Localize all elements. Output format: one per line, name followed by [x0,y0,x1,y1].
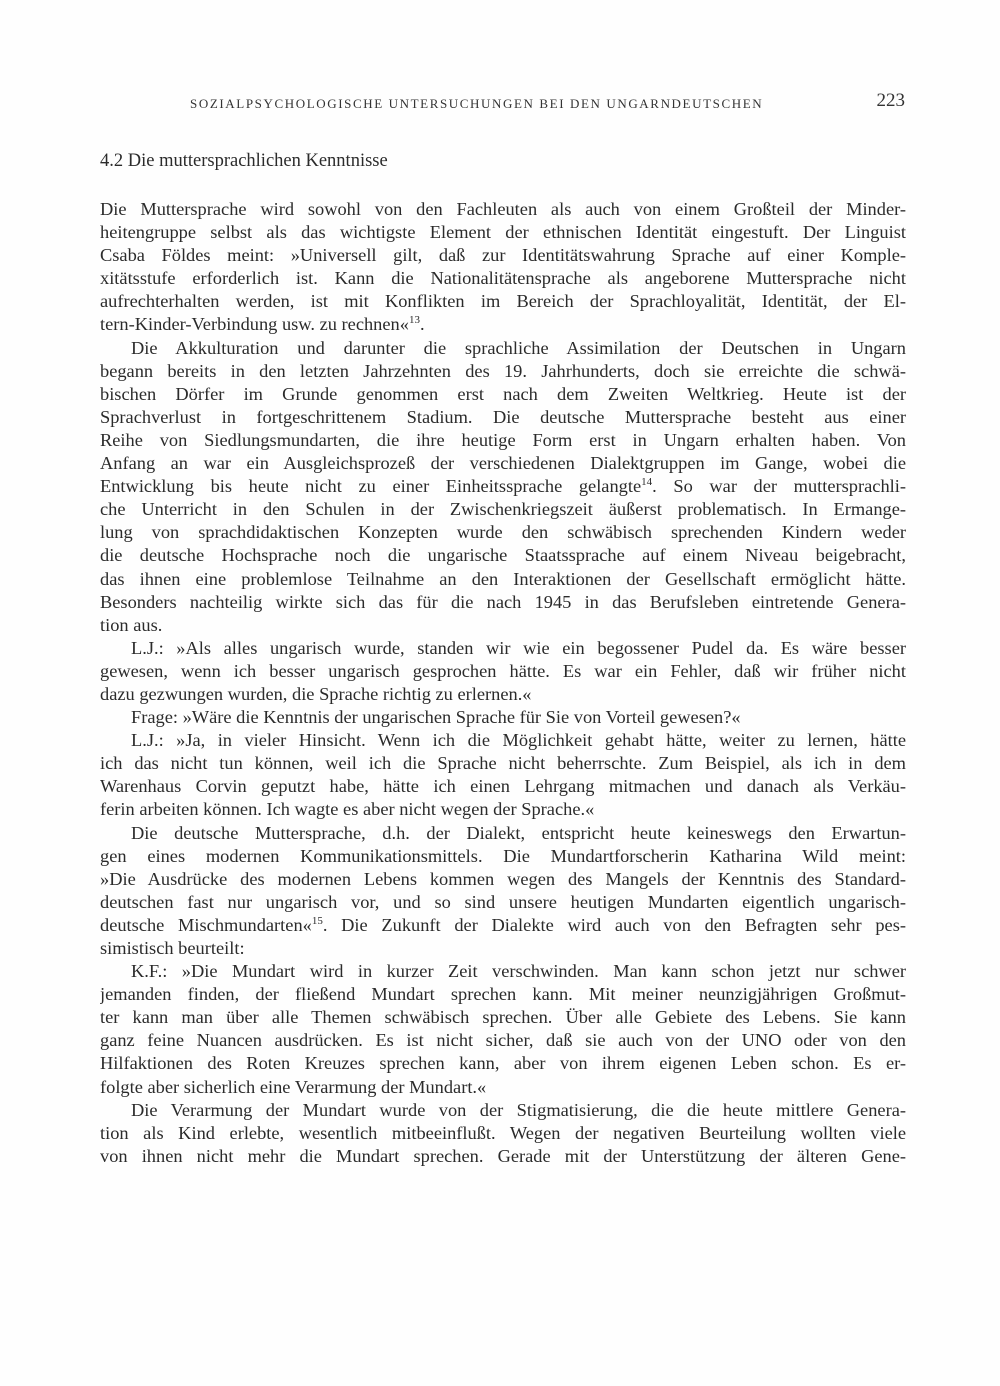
text-line [100,822,906,845]
text-line [100,521,906,544]
text-line-content: ich das nicht tun können, weil ich die Sprache nicht beherrschte. Zum Beispiel, als ich in dem [100,753,906,774]
text-line [100,845,906,868]
text-line [100,360,906,383]
text-line-content: jemanden finden, der fließend Mundart sprechen kann. Mit meiner neunzigjährigen Großmut- [100,984,906,1005]
text-line [100,983,906,1006]
text-line-content: Die Verarmung der Mundart wurde von der Stigmatisierung, die die heute mittlere Genera- [131,1099,906,1120]
running-head: SOZIALPSYCHOLOGISCHE UNTERSUCHUNGEN BEI DEN UNGARNDEUTSCHEN [190,96,764,111]
footnote-marker: 15 [311,914,323,927]
text-line [100,568,906,591]
text-line-content: Csaba Földes meint: »Universell gilt, daß zur Identitätswahrung Sprache auf einer Komple- [100,245,906,266]
text-line-content: gen eines modernen Kommunikationsmittels. Die Mundartforscherin Katharina Wild meint: [100,845,906,866]
body-text [100,198,906,1168]
text-line [100,267,906,290]
text-line-content: xitätsstufe erforderlich ist. Kann die Nationalitätensprache als angeborene Muttersprache nicht [100,268,906,289]
text-line [100,1076,906,1099]
text-line [100,383,906,406]
text-line [100,868,906,891]
text-line [100,798,906,821]
text-line-content: lung von sprachdidaktischen Konzepten wurde den schwäbisch sprechenden Kindern weder [100,522,906,543]
text-line [100,591,906,614]
text-line-content: Die Akkulturation und darunter die sprachliche Assimilation der Deutschen in Ungarn [131,337,906,358]
text-line [100,475,906,498]
text-line-continuation: . Die Zukunft der Dialekte wird auch von den Befragten sehr pes- [322,914,906,935]
text-line-content: Frage: »Wäre die Kenntnis der ungarischen Sprache für Sie von Vorteil gewesen?« [131,707,741,728]
text-line-content: simistisch beurteilt: [100,938,245,958]
text-line-continuation: . So war der muttersprachli- [652,476,906,497]
text-line [100,1006,906,1029]
text-line-content: ter kann man über alle Themen schwäbisch sprechen. Über alle Gebiete des Lebens. Sie kann [100,1007,906,1028]
text-line-content: heitengruppe selbst als das wichtigste Element der ethnischen Identität eingestuft. Der Linguist [100,222,906,243]
text-line-content: Die deutsche Muttersprache, d.h. der Dialekt, entspricht heute keineswegs den Erwartun- [131,822,906,843]
text-line [100,614,906,637]
text-line [100,960,906,983]
text-line [100,498,906,521]
text-line [100,914,906,937]
text-line [100,706,906,729]
text-line [100,1029,906,1052]
text-line-content: Reihe von Siedlungsmundarten, die ihre heutige Form erst in Ungarn erhalten haben. Von [100,429,906,450]
text-line [100,1052,906,1075]
text-line [100,244,906,267]
text-line-content: Besonders nachteilig wirkte sich das für die nach 1945 in das Berufsleben eintretende Genera- [100,591,906,612]
text-line-content: gewesen, wenn ich besser ungarisch gesprochen hätte. Es war ein Fehler, daß wir früher nicht [100,660,906,681]
text-line-content: das ihnen eine problemlose Teilnahme an den Interaktionen der Gesellschaft ermöglicht hätte. [100,568,906,589]
footnote-marker: 13 [408,314,420,327]
text-line-content: tern-Kinder-Verbindung usw. zu rechnen« [100,314,409,335]
text-line-content: che Unterricht in den Schulen in der Zwischenkriegszeit äußerst problematisch. In Ermange- [100,499,906,520]
text-line-content: deutsche Mischmundarten« [100,914,312,935]
text-line [100,429,906,452]
text-line-continuation: . [419,314,425,335]
text-line-content: begann bereits in den letzten Jahrzehnten des 19. Jahrhunderts, doch sie erreichte die schwä- [100,360,906,381]
text-line [100,452,906,475]
text-line [100,290,906,313]
text-line-content: tion aus. [100,614,163,635]
text-line [100,1145,906,1168]
text-line-content: von ihnen nicht mehr die Mundart sprechen. Gerade mit der Unterstützung der älteren Gene- [100,1145,906,1166]
text-line [100,1122,906,1145]
text-line [100,406,906,429]
text-line-content: K.F.: »Die Mundart wird in kurzer Zeit verschwinden. Man kann schon jetzt nur schwer [131,961,906,982]
footnote-marker: 14 [641,476,653,489]
text-line-content: dazu gezwungen wurden, die Sprache richtig zu erlernen.« [100,683,532,704]
text-line [100,637,906,660]
text-line [100,775,906,798]
text-line-content: deutschen fast nur ungarisch vor, und so sind unsere heutigen Mundarten eigentlich ungarisch- [100,891,906,912]
text-line [100,313,906,336]
text-line-content: bischen Dörfer im Grunde genommen erst nach dem Zweiten Weltkrieg. Heute ist der [100,383,906,404]
section-heading: 4.2 Die muttersprachlichen Kenntnisse [100,151,388,171]
text-line [100,544,906,567]
text-line-content: L.J.: »Als alles ungarisch wurde, standen wir wie ein begossener Pudel da. Es wäre besser [131,637,906,658]
text-line [100,937,906,960]
text-line-content: die deutsche Hochsprache noch die ungarische Staatssprache auf einem Niveau beigebracht, [100,545,906,566]
text-line-content: Entwicklung bis heute nicht zu einer Einheitssprache gelangte [100,476,642,497]
text-line [100,729,906,752]
text-line-content: Hilfaktionen des Roten Kreuzes sprechen kann, aber von ihrem eigenen Leben schon. Es er- [100,1053,906,1074]
text-line [100,1099,906,1122]
text-line-content: ganz feine Nuancen ausdrücken. Es ist nicht sicher, daß sie auch von der UNO oder von den [100,1030,906,1051]
text-line [100,198,906,221]
text-line-content: folgte aber sicherlich eine Verarmung der Mundart.« [100,1076,487,1097]
text-line-content: Warenhaus Corvin geputzt habe, hätte ich einen Lehrgang mitmachen und danach als Verkäu- [100,776,906,797]
page-number: 223 [876,90,905,111]
text-line [100,337,906,360]
text-line-content: ferin arbeiten können. Ich wagte es aber nicht wegen der Sprache.« [100,799,595,820]
text-line-content: Anfang an war ein Ausgleichsprozeß der verschiedenen Dialektgruppen im Gange, wobei die [100,453,906,474]
text-line-content: L.J.: »Ja, in vieler Hinsicht. Wenn ich die Möglichkeit gehabt hätte, weiter zu lernen, hätte [131,730,906,751]
text-line-content: Sprachverlust in fortgeschrittenem Stadium. Die deutsche Muttersprache besteht aus einer [100,406,906,427]
text-line [100,221,906,244]
text-line [100,683,906,706]
text-line-content: »Die Ausdrücke des modernen Lebens kommen wegen des Mangels der Kenntnis des Standard- [100,868,906,889]
text-line-content: tion als Kind erlebte, wesentlich mitbeeinflußt. Wegen der negativen Beurteilung wollten viele [100,1122,906,1143]
text-line-content: Die Muttersprache wird sowohl von den Fachleuten als auch von einem Großteil der Minder- [100,199,906,219]
text-line-content: aufrechterhalten werden, ist mit Konflikten im Bereich der Sprachloyalität, Identität, der El- [100,291,906,312]
text-line [100,891,906,914]
text-line [100,752,906,775]
text-line [100,660,906,683]
